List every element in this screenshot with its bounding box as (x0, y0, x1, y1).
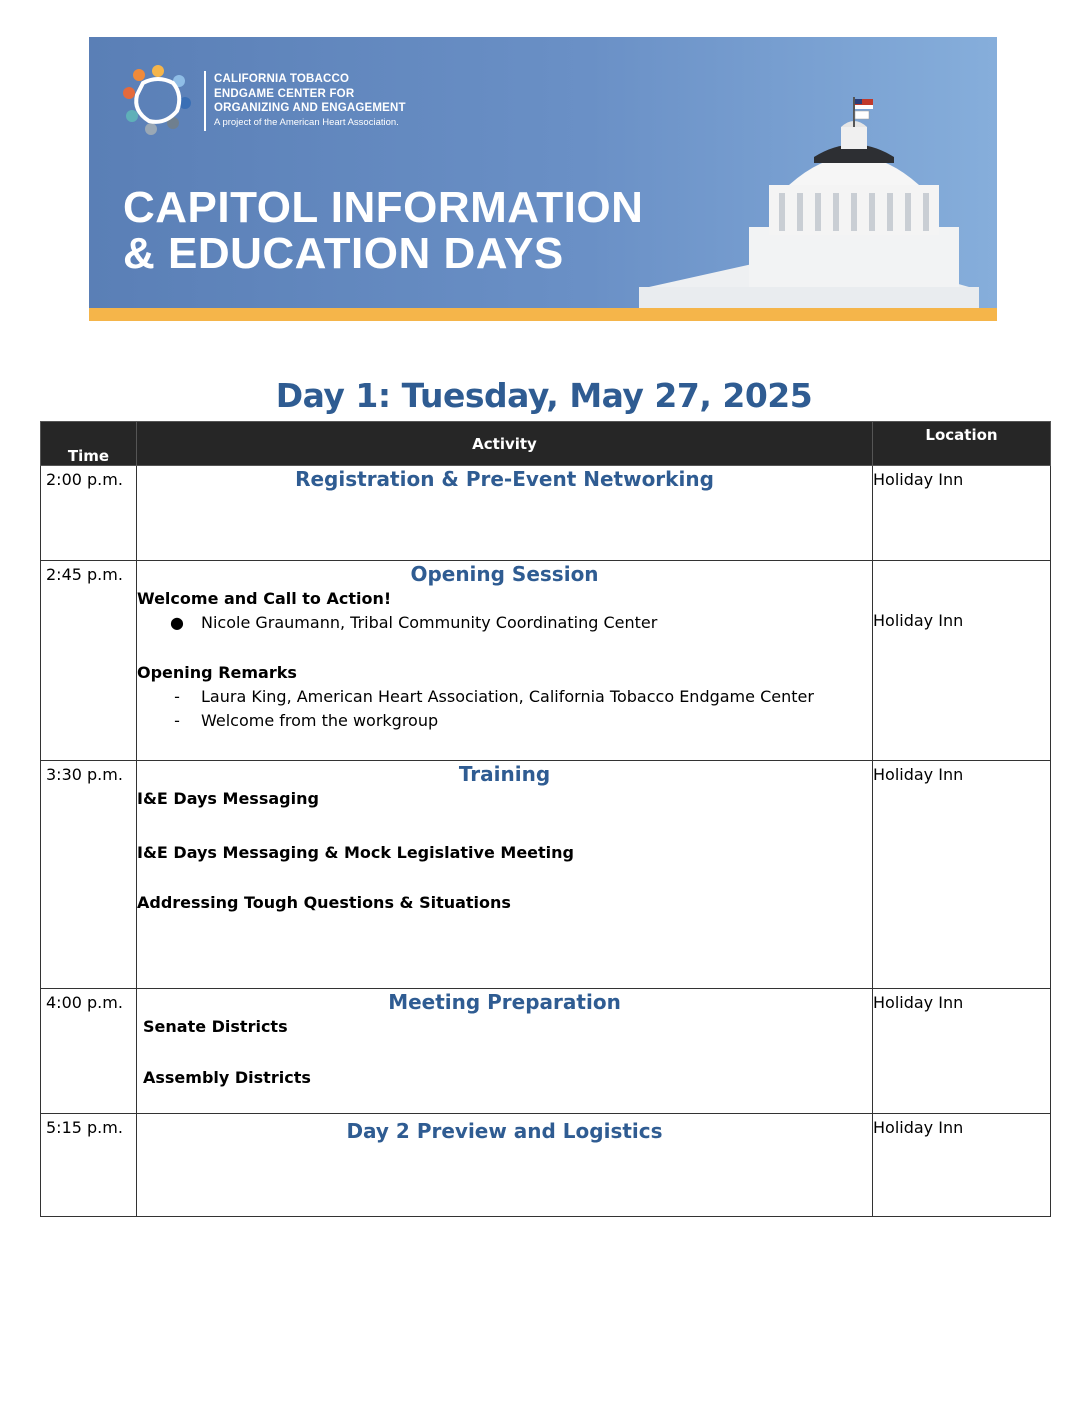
location-cell: Holiday Inn (873, 761, 1051, 989)
list-item (137, 709, 872, 733)
activity-cell (137, 561, 873, 761)
location-cell: Holiday Inn (873, 1114, 1051, 1217)
district-item: Assembly Districts (143, 1068, 311, 1087)
training-item: I&E Days Messaging & Mock Legislative Meeting (137, 843, 574, 862)
time-cell: 2:45 p.m. (41, 561, 137, 761)
banner-accent-stripe (89, 308, 997, 321)
banner-title-line-1: CAPITOL INFORMATION (123, 183, 644, 232)
list-item-text: Nicole Graumann, Tribal Community Coordinating Center (201, 613, 658, 632)
list-item (137, 611, 872, 635)
table-row (41, 466, 1051, 561)
list-item (137, 685, 872, 709)
header-location: Location (873, 422, 1051, 466)
time-cell: 3:30 p.m. (41, 761, 137, 989)
time-cell: 2:00 p.m. (41, 466, 137, 561)
session-title: Meeting Preparation (388, 990, 621, 1014)
subheading: Welcome and Call to Action! (137, 589, 392, 608)
list-item-text: Welcome from the workgroup (201, 711, 439, 730)
table-header-row (41, 422, 1051, 466)
training-item: I&E Days Messaging (137, 789, 319, 808)
bullet-icon: ● (170, 613, 184, 632)
time-cell: 4:00 p.m. (41, 989, 137, 1114)
subheading: Opening Remarks (137, 663, 297, 682)
dash-icon: - (174, 711, 180, 730)
location-cell (873, 561, 1051, 761)
session-title: Day 2 Preview and Logistics (346, 1119, 663, 1143)
activity-cell (137, 466, 873, 561)
dash-icon: - (174, 687, 180, 706)
location-text: Holiday Inn (873, 611, 964, 630)
org-line-1: CALIFORNIA TOBACCO (214, 73, 350, 85)
logo-icon (119, 61, 197, 139)
table-row (41, 989, 1051, 1114)
table-row (41, 561, 1051, 761)
location-cell: Holiday Inn (873, 466, 1051, 561)
header-activity: Activity (137, 422, 873, 466)
district-item: Senate Districts (143, 1017, 288, 1036)
activity-cell (137, 761, 873, 989)
organization-subtitle: A project of the American Heart Association. (214, 117, 399, 128)
list-item-text: Laura King, American Heart Association, California Tobacco Endgame Center (201, 687, 814, 706)
capitol-building-image (629, 97, 989, 309)
time-cell: 5:15 p.m. (41, 1114, 137, 1217)
session-title: Registration & Pre-Event Networking (295, 467, 714, 491)
agenda-table (40, 421, 1051, 1217)
remarks-list (137, 685, 872, 733)
training-item: Addressing Tough Questions & Situations (137, 893, 511, 912)
banner-title (123, 185, 643, 277)
organization-name (214, 72, 454, 116)
session-title: Opening Session (410, 562, 599, 586)
location-cell: Holiday Inn (873, 989, 1051, 1114)
header-time: Time (41, 422, 137, 466)
activity-cell (137, 1114, 873, 1217)
session-title: Training (458, 762, 551, 786)
day-title: Day 1: Tuesday, May 27, 2025 (275, 376, 813, 415)
header-banner (89, 37, 997, 321)
speaker-list (137, 611, 872, 635)
org-line-3: ORGANIZING AND ENGAGEMENT (214, 102, 406, 114)
table-row (41, 1114, 1051, 1217)
org-line-2: ENDGAME CENTER FOR (214, 87, 355, 100)
banner-title-line-2: & EDUCATION DAYS (123, 229, 564, 278)
logo-divider (204, 71, 206, 131)
table-row (41, 761, 1051, 989)
activity-cell (137, 989, 873, 1114)
